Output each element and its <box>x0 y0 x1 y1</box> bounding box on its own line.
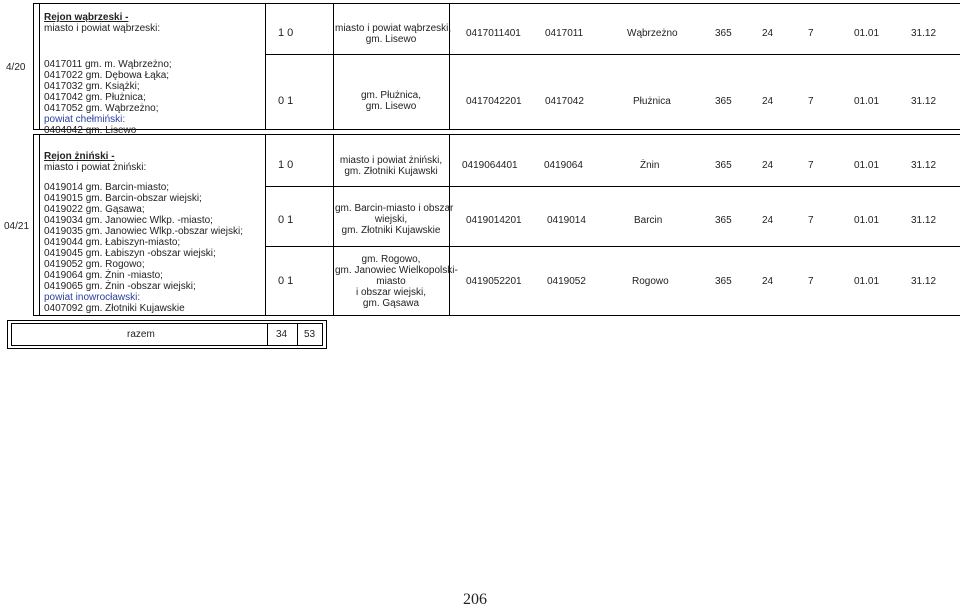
hours-cell: 24 <box>762 28 774 39</box>
from-cell: 01.01 <box>854 28 880 39</box>
lp-cell: 4/20 <box>6 62 26 73</box>
to-cell: 31.12 <box>911 160 937 171</box>
rule-v-rejon-2 <box>265 134 266 315</box>
powiat-label: powiat chełmiński: <box>44 114 126 125</box>
gmina-item: 0419044 gm. Łabiszyn-miasto; <box>44 237 181 248</box>
summary-divider-1 <box>267 324 268 345</box>
gmina-list <box>44 182 243 314</box>
rule-v-lp-2 <box>39 134 40 315</box>
city-cell: Barcin <box>634 215 663 226</box>
area-line: i obszar wiejski, <box>355 287 427 298</box>
rule-v-area <box>449 3 450 129</box>
area-cell <box>335 155 447 177</box>
area-line: gm. Złotniki Kujawskie <box>341 225 441 236</box>
code-cell: 0 1 <box>278 275 294 287</box>
area-line: miasto i powiat żniński, <box>339 155 443 166</box>
gmina-item: 0407092 gm. Złotniki Kujawskie <box>44 303 185 314</box>
week-cell: 7 <box>808 276 814 287</box>
area-cell <box>335 90 447 112</box>
code-cell: 1 0 <box>278 159 294 171</box>
days-cell: 365 <box>715 276 732 287</box>
summary-label: razem <box>127 329 155 340</box>
gmina-item: 0417032 gm. Książki; <box>44 81 140 92</box>
area-line: wiejski, <box>374 214 408 225</box>
rejon-subtitle: miasto i powiat żniński: <box>44 162 147 173</box>
id1-cell: 0419052201 <box>466 276 522 287</box>
rule-block2-mid2 <box>265 246 960 247</box>
area-line: gm. Rogowo, <box>361 254 421 265</box>
rejon-subtitle: miasto i powiat wąbrzeski: <box>44 23 161 34</box>
area-line: gm. Płużnica, <box>360 90 422 101</box>
gmina-item: 0417011 gm. m. Wąbrzeżno; <box>44 59 172 70</box>
code-cell: 0 1 <box>278 214 294 226</box>
rule-v-left-2 <box>33 134 34 315</box>
week-cell: 7 <box>808 215 814 226</box>
from-cell: 01.01 <box>854 276 880 287</box>
summary-divider-2 <box>297 324 298 345</box>
gmina-item: 0419065 gm. Żnin -obszar wiejski; <box>44 281 196 292</box>
gmina-item: 0419014 gm. Barcin-miasto; <box>44 182 170 193</box>
city-cell: Płużnica <box>633 96 671 107</box>
gmina-item: 0419015 gm. Barcin-obszar wiejski; <box>44 193 202 204</box>
area-cell <box>335 23 452 45</box>
gmina-item: 0417052 gm. Wąbrzeżno; <box>44 103 159 114</box>
area-line: gm. Lisewo <box>365 34 417 45</box>
hours-cell: 24 <box>762 96 774 107</box>
area-line: gm. Gąsawa <box>362 298 420 309</box>
id2-cell: 0419052 <box>547 276 586 287</box>
gmina-item: 0419022 gm. Gąsawa; <box>44 204 145 215</box>
area-line: miasto i powiat wąbrzeski, <box>335 23 452 34</box>
rule-v-left <box>33 3 34 129</box>
gmina-item: 0419035 gm. Janowiec Wlkp.-obszar wiejski; <box>44 226 243 237</box>
to-cell: 31.12 <box>911 276 937 287</box>
summary-value-2: 53 <box>304 329 316 340</box>
rule-block2-bottom <box>33 315 960 316</box>
id1-cell: 0417011401 <box>466 28 521 39</box>
lp-cell: 04/21 <box>4 221 30 232</box>
summary-inner <box>11 323 323 346</box>
from-cell: 01.01 <box>854 160 880 171</box>
id2-cell: 0417042 <box>545 96 584 107</box>
gmina-list <box>44 59 172 136</box>
summary-box <box>7 320 327 349</box>
week-cell: 7 <box>808 160 814 171</box>
rule-v-lp <box>39 3 40 129</box>
id2-cell: 0417011 <box>545 28 584 39</box>
rule-block1-bottom <box>33 129 960 130</box>
city-cell: Żnin <box>640 160 660 171</box>
area-line: miasto <box>376 276 406 287</box>
rule-top <box>33 3 960 4</box>
city-cell: Rogowo <box>632 276 669 287</box>
days-cell: 365 <box>715 160 732 171</box>
rule-block2-mid1 <box>265 186 960 187</box>
gmina-item: 0419034 gm. Janowiec Wlkp. -miasto; <box>44 215 213 226</box>
gmina-item: 0404042 gm. Lisewo <box>44 125 137 136</box>
gmina-item: 0417022 gm. Dębowa Łąka; <box>44 70 170 81</box>
hours-cell: 24 <box>762 276 774 287</box>
rule-v-rejon <box>265 3 266 129</box>
area-line: gm. Barcin-miasto i obszar <box>335 203 454 214</box>
from-cell: 01.01 <box>854 215 880 226</box>
area-line: gm. Złotniki Kujawski <box>344 166 438 177</box>
gmina-item: 0419045 gm. Łabiszyn -obszar wiejski; <box>44 248 216 259</box>
id1-cell: 0417042201 <box>466 96 522 107</box>
code-cell: 0 1 <box>278 95 294 107</box>
area-line: gm. Janowiec Wielkopolski- <box>335 265 458 276</box>
rule-v-code-2 <box>333 134 334 315</box>
to-cell: 31.12 <box>911 96 937 107</box>
id2-cell: 0419064 <box>544 160 583 171</box>
days-cell: 365 <box>715 28 732 39</box>
to-cell: 31.12 <box>911 215 937 226</box>
to-cell: 31.12 <box>911 28 937 39</box>
gmina-item: 0419064 gm. Żnin -miasto; <box>44 270 163 281</box>
gmina-item: 0419052 gm. Rogowo; <box>44 259 145 270</box>
days-cell: 365 <box>715 96 732 107</box>
page-number: 206 <box>463 591 487 608</box>
week-cell: 7 <box>808 28 814 39</box>
summary-value-1: 34 <box>276 329 288 340</box>
week-cell: 7 <box>808 96 814 107</box>
days-cell: 365 <box>715 215 732 226</box>
rule-block2-top <box>33 134 960 135</box>
powiat-label: powiat inowrocławski: <box>44 292 141 303</box>
id1-cell: 0419014201 <box>466 215 522 226</box>
rejon-title: Rejon żniński - <box>44 151 115 162</box>
id2-cell: 0419014 <box>547 215 586 226</box>
city-cell: Wąbrzeżno <box>627 28 678 39</box>
code-cell: 1 0 <box>278 27 294 39</box>
hours-cell: 24 <box>762 160 774 171</box>
rule-v-code <box>333 3 334 129</box>
area-cell <box>335 203 454 236</box>
area-cell <box>335 254 458 309</box>
rule-v-area-2 <box>449 134 450 315</box>
area-line: gm. Lisewo <box>365 101 417 112</box>
from-cell: 01.01 <box>854 96 880 107</box>
gmina-item: 0417042 gm. Płużnica; <box>44 92 146 103</box>
rejon-title: Rejon wąbrzeski - <box>44 12 129 23</box>
hours-cell: 24 <box>762 215 774 226</box>
id1-cell: 0419064401 <box>462 160 518 171</box>
rule-block1-mid <box>265 54 960 55</box>
